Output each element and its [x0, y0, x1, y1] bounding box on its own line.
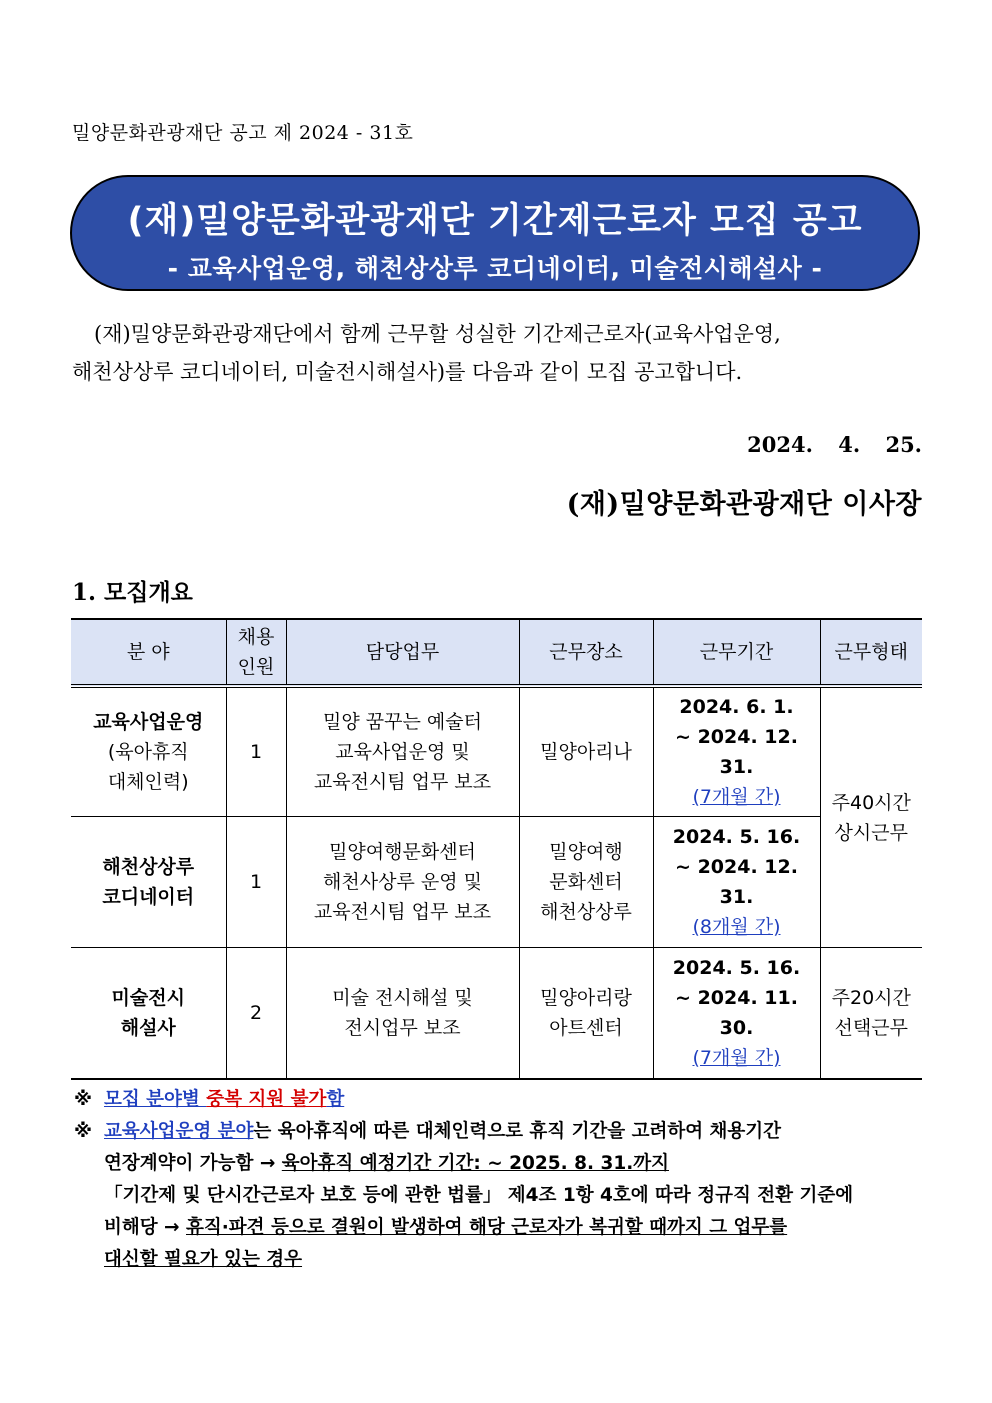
header-period: 근무기간 [653, 619, 820, 686]
note-mark: ※ [74, 1121, 92, 1142]
note-2-line-3: 「기간제 및 단시간근로자 보호 등에 관한 법률」 제4조 1항 4호에 따라 정규직 전환 기준에 [104, 1185, 854, 1206]
banner-subtitle: - 교육사업운영, 해천상상루 코디네이터, 미술전시해설사 - [167, 254, 823, 283]
cell-field: 해천상상루 코디네이터 [71, 817, 226, 948]
table-header-row [71, 619, 922, 686]
header-count: 채용 인원 [226, 619, 286, 686]
table-row [71, 686, 922, 817]
cell-duty: 밀양여행문화센터 해천사상루 운영 및 교육전시팀 업무 보조 [286, 817, 519, 948]
cell-place: 밀양여행 문화센터 해천상상루 [519, 817, 653, 948]
note-2-line-5: 대신할 필요가 있는 경우 [104, 1249, 303, 1270]
intro-line-1: (재)밀양문화관광재단에서 함께 근무할 성실한 기간제근로자(교육사업운영, [94, 322, 781, 346]
intro-line-2: 해천상상루 코디네이터, 미술전시해설사)를 다음과 같이 모집 공고합니다. [72, 360, 743, 384]
cell-count: 1 [226, 817, 286, 948]
intro-paragraph [72, 315, 922, 391]
header-place: 근무장소 [519, 619, 653, 686]
section-title: 1. 모집개요 [72, 579, 193, 606]
note-2: ※ 교육사업운영 분야는 육아휴직에 따른 대체인력으로 휴직 기간을 고려하여 채용기간 [74, 1116, 924, 1148]
cell-field: 교육사업운영 (육아휴직 대체인력) [71, 686, 226, 817]
table-row [71, 817, 922, 948]
cell-place: 밀양아리랑 아트센터 [519, 948, 653, 1080]
notes [74, 1084, 924, 1276]
cell-count: 1 [226, 686, 286, 817]
cell-work-type: 주40시간 상시근무 [820, 686, 922, 948]
recruitment-table [71, 618, 922, 1080]
note-1: ※ 모집 분야별 중복 지원 불가함 [74, 1084, 924, 1116]
note-2-line-2: 연장계약이 가능함 → 육아휴직 예정기간 기간: ~ 2025. 8. 31.까지 [104, 1153, 669, 1174]
cell-count: 2 [226, 948, 286, 1080]
header-duty: 담당업무 [286, 619, 519, 686]
issuer: (재)밀양문화관광재단 이사장 [566, 489, 922, 520]
cell-duty: 미술 전시해설 및 전시업무 보조 [286, 948, 519, 1080]
cell-period: 2024. 6. 1. ~ 2024. 12. 31. (7개월 간) [653, 686, 820, 817]
cell-field: 미술전시 해설사 [71, 948, 226, 1080]
cell-duty: 밀양 꿈꾸는 예술터 교육사업운영 및 교육전시팀 업무 보조 [286, 686, 519, 817]
table-row [71, 948, 922, 1080]
cell-period: 2024. 5. 16. ~ 2024. 11. 30. (7개월 간) [653, 948, 820, 1080]
header-field: 분 야 [71, 619, 226, 686]
cell-period: 2024. 5. 16. ~ 2024. 12. 31. (8개월 간) [653, 817, 820, 948]
announcement-date: 2024. 4. 25. [747, 432, 922, 457]
note-mark: ※ [74, 1089, 92, 1110]
banner-title: (재)밀양문화관광재단 기간제근로자 모집 공고 [127, 201, 863, 241]
note-2-line-4: 비해당 → 휴직·파견 등으로 결원이 발생하여 해당 근로자가 복귀할 때까지 그 업무를 [104, 1217, 788, 1238]
cell-place: 밀양아리나 [519, 686, 653, 817]
notice-number: 밀양문화관광재단 공고 제 2024 - 31호 [72, 122, 414, 144]
header-type: 근무형태 [820, 619, 922, 686]
title-banner [70, 175, 920, 291]
cell-work-type: 주20시간 선택근무 [820, 948, 922, 1080]
